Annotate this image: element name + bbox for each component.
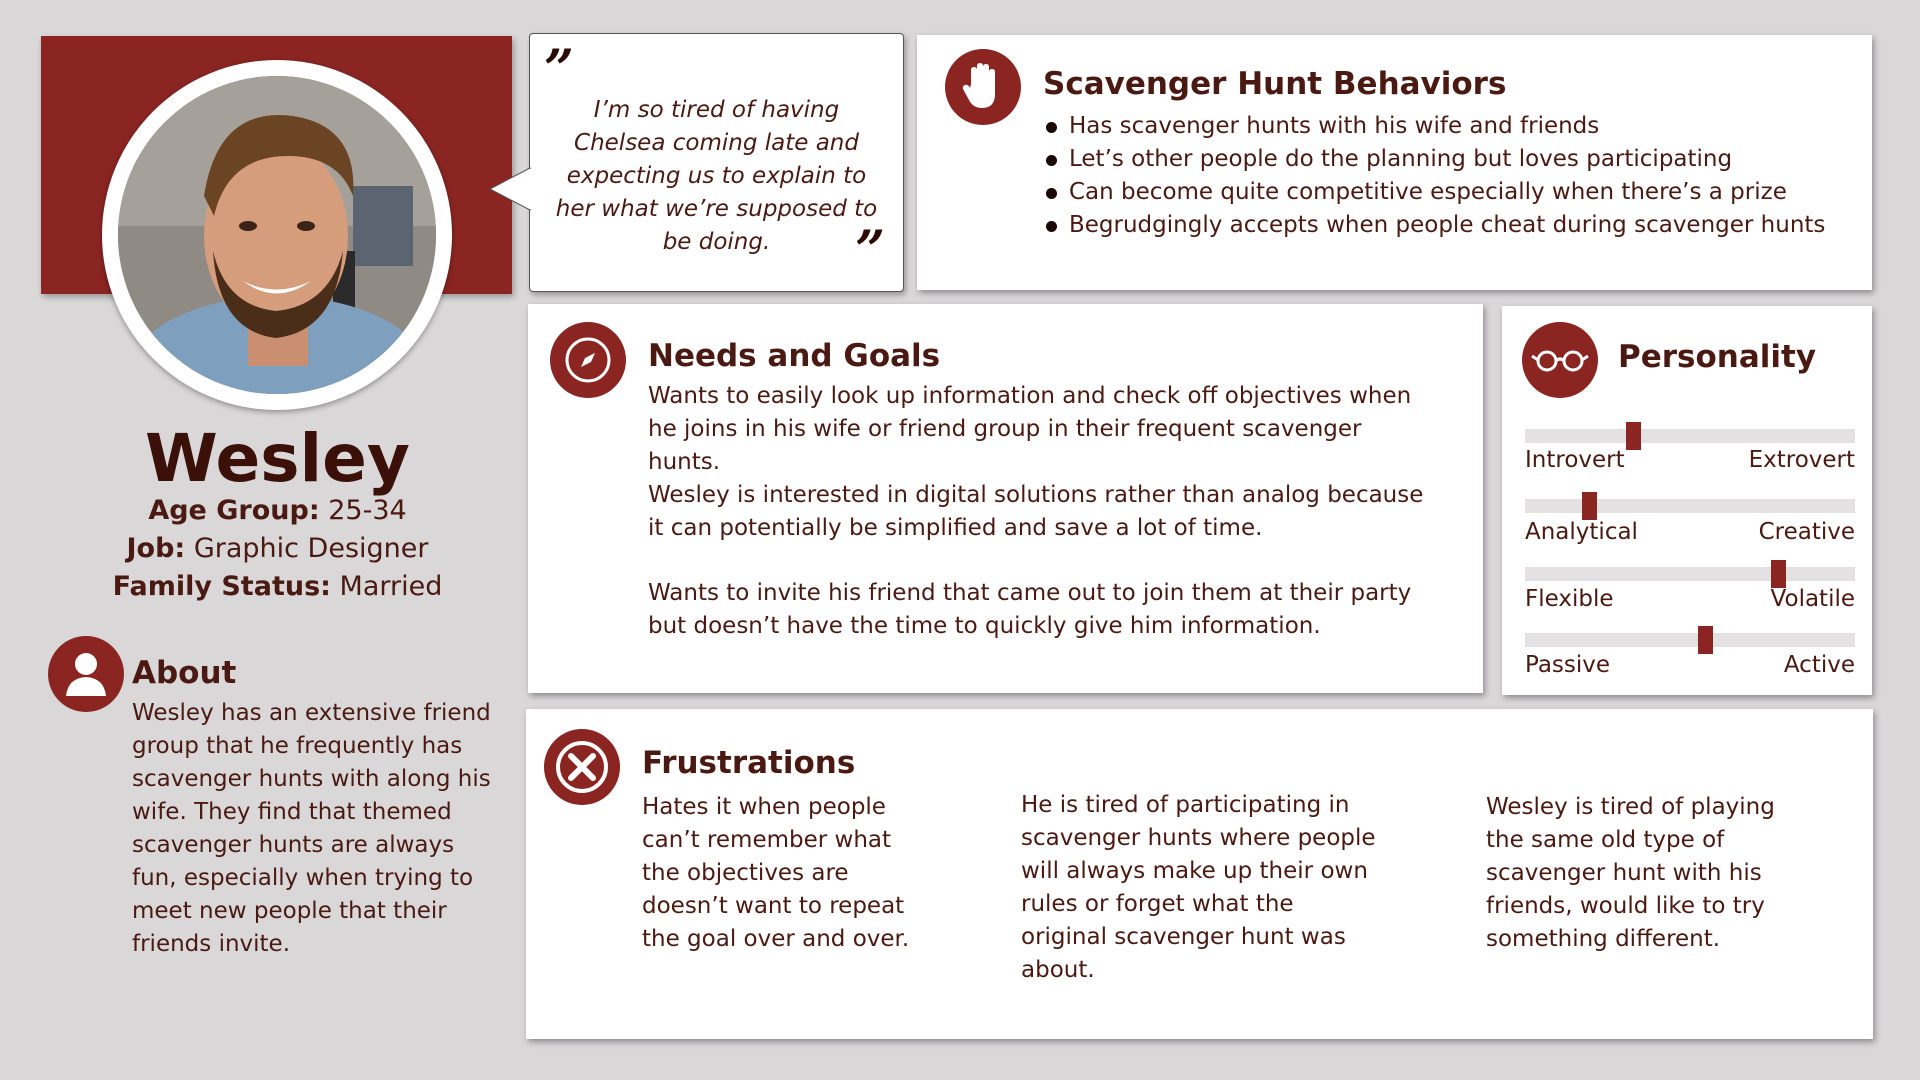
job: [0, 533, 555, 564]
about-title: About: [132, 655, 237, 691]
quote-card: [529, 33, 904, 292]
frustrations-card: [526, 709, 1873, 1039]
trait-left-label: Analytical: [1525, 519, 1638, 545]
trait-right-label: Volatile: [1770, 586, 1855, 612]
trait-left-label: Passive: [1525, 652, 1611, 678]
behaviors-card: [917, 35, 1872, 290]
close-quote-mark: ”: [855, 220, 885, 281]
glasses-icon: [1522, 322, 1598, 398]
personality-card: [1502, 306, 1872, 695]
hand-icon: [945, 49, 1021, 125]
trait-right-label: Creative: [1758, 519, 1855, 545]
trait-right-label: Active: [1783, 652, 1855, 678]
speech-pointer: [488, 166, 532, 212]
job-label: Job:: [126, 533, 186, 564]
user-icon: [48, 636, 124, 712]
needs-paragraph-1: Wants to easily look up information and check off objectives when he joins in his wife or friend group in their frequent scavenger hunts.: [648, 383, 1412, 475]
compass-icon: [550, 322, 626, 398]
trait-right-label: Extrovert: [1748, 447, 1855, 473]
family-status-value: Married: [339, 571, 443, 602]
x-circle-icon: [544, 729, 620, 805]
personality-title: Personality: [1618, 339, 1817, 375]
quote-text: I’m so tired of having Chelsea coming late and expecting us to explain to her what we’re supposed to be doing.: [555, 97, 878, 255]
trait-left-label: Introvert: [1525, 447, 1625, 473]
slider-thumb: [1582, 492, 1597, 520]
age-group: [0, 495, 555, 526]
needs-title: Needs and Goals: [648, 338, 941, 374]
list-item: Begrudgingly accepts when people cheat during scavenger hunts: [1043, 209, 1843, 242]
slider-thumb: [1771, 560, 1786, 588]
needs-card: [528, 304, 1483, 693]
frustrations-title: Frustrations: [642, 745, 856, 781]
behaviors-list: [1043, 110, 1843, 242]
about-text: Wesley has an extensive friend group that he frequently has scavenger hunts with along his wife. They find that themed scavenger hunts are always fun, especially when trying to meet new people that their friends invite.: [132, 700, 491, 957]
slider-thumb: [1698, 626, 1713, 654]
age-group-value: 25-34: [328, 495, 407, 526]
needs-paragraph-2: Wesley is interested in digital solutions rather than analog because it can potentially be simplified and save a lot of time.: [648, 482, 1424, 541]
frustration-column-3: Wesley is tired of playing the same old type of scavenger hunt with his friends, would like to try something different.: [1486, 794, 1775, 952]
family-status: [0, 571, 555, 602]
avatar: [118, 76, 436, 394]
slider-introvert-extrovert: [1525, 429, 1855, 443]
list-item: Let’s other people do the planning but loves participating: [1043, 143, 1843, 176]
list-item: Has scavenger hunts with his wife and friends: [1043, 110, 1843, 143]
list-item: Can become quite competitive especially when there’s a prize: [1043, 176, 1843, 209]
open-quote-mark: ”: [544, 39, 574, 100]
frustration-column-1: Hates it when people can’t remember what the objectives are doesn’t want to repeat the goal over and over.: [642, 794, 910, 952]
slider-flexible-volatile: [1525, 567, 1855, 581]
needs-paragraph-3: Wants to invite his friend that came out to join them at their party but doesn’t have the time to quickly give him information.: [648, 580, 1412, 639]
persona-name: Wesley: [145, 420, 410, 497]
trait-left-label: Flexible: [1525, 586, 1614, 612]
slider-analytical-creative: [1525, 499, 1855, 513]
slider-passive-active: [1525, 633, 1855, 647]
family-status-label: Family Status:: [112, 571, 331, 602]
slider-thumb: [1626, 422, 1641, 450]
frustration-column-2: He is tired of participating in scavenger hunts where people will always make up their own rules or forget what the original scavenger hunt was about.: [1021, 792, 1376, 983]
job-value: Graphic Designer: [193, 533, 429, 564]
behaviors-title: Scavenger Hunt Behaviors: [1043, 66, 1507, 102]
age-group-label: Age Group:: [148, 495, 320, 526]
